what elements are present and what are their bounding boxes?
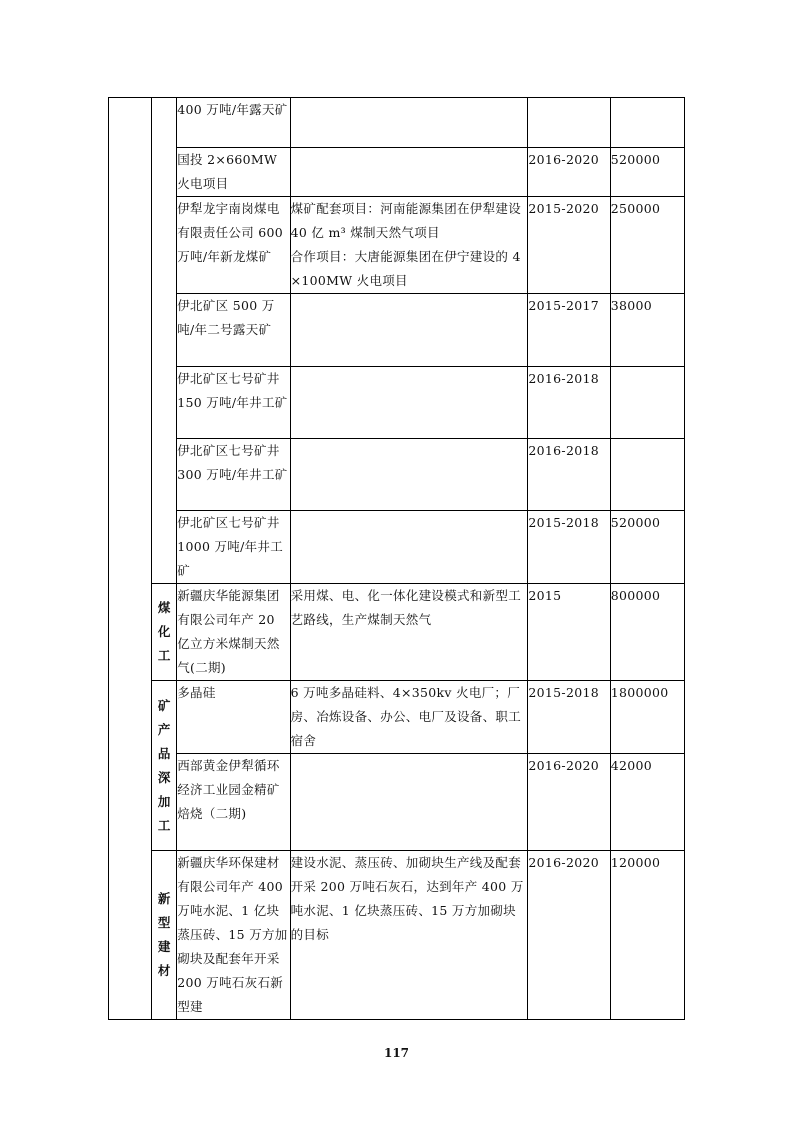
investment-amount xyxy=(610,367,684,439)
construction-period: 2015-2018 xyxy=(528,681,610,754)
outer-category-cell xyxy=(109,98,152,1020)
construction-period: 2015-2017 xyxy=(528,294,610,367)
table-row xyxy=(109,367,685,439)
investment-amount: 520000 xyxy=(610,511,684,584)
construction-period: 2015 xyxy=(528,584,610,681)
investment-amount: 38000 xyxy=(610,294,684,367)
content-line: 煤矿配套项目：河南能源集团在伊犁建设 40 亿 m³ 煤制天然气项目 xyxy=(290,201,522,240)
project-name: 伊北矿区 500 万吨/年二号露天矿 xyxy=(177,294,290,367)
project-name: 400 万吨/年露天矿 xyxy=(177,98,290,148)
category-coal-chemical: 煤化工 xyxy=(152,584,177,681)
project-name: 新疆庆华环保建材有限公司年产 400 万吨水泥、1 亿块蒸压砖、15 万方加砌块及配套年开采 200 万吨石灰石新型建 xyxy=(177,851,290,1020)
project-name: 国投 2×660MW 火电项目 xyxy=(177,148,290,197)
table-row xyxy=(109,148,685,197)
sub-category-cell xyxy=(152,98,177,584)
investment-amount: 250000 xyxy=(610,197,684,294)
project-name: 伊北矿区七号矿井 300 万吨/年井工矿 xyxy=(177,439,290,511)
construction-content xyxy=(290,98,528,148)
category-building-materials: 新型建材 xyxy=(152,851,177,1020)
construction-period: 2016-2020 xyxy=(528,851,610,1020)
construction-period: 2016-2018 xyxy=(528,439,610,511)
project-name: 多晶硅 xyxy=(177,681,290,754)
investment-amount: 42000 xyxy=(610,754,684,851)
content-line: 合作项目：大唐能源集团在伊宁建设的 4×100MW 火电项目 xyxy=(290,249,521,288)
construction-content xyxy=(290,197,528,294)
table-row xyxy=(109,584,685,681)
table-row xyxy=(109,98,685,148)
construction-period: 2015-2018 xyxy=(528,511,610,584)
project-name: 伊北矿区七号矿井 150 万吨/年井工矿 xyxy=(177,367,290,439)
investment-amount: 1800000 xyxy=(610,681,684,754)
construction-content: 6 万吨多晶硅料、4×350kv 火电厂；厂房、冶炼设备、办公、电厂及设备、职工宿舍 xyxy=(290,681,528,754)
table-row xyxy=(109,439,685,511)
construction-content: 建设水泥、蒸压砖、加砌块生产线及配套开采 200 万吨石灰石，达到年产 400 万吨水泥、1 亿块蒸压砖、15 万方加砌块的目标 xyxy=(290,851,528,1020)
investment-amount: 120000 xyxy=(610,851,684,1020)
investment-amount xyxy=(610,98,684,148)
construction-content xyxy=(290,367,528,439)
investment-amount: 520000 xyxy=(610,148,684,197)
table-row xyxy=(109,851,685,1020)
table-row xyxy=(109,511,685,584)
construction-period: 2016-2020 xyxy=(528,148,610,197)
construction-period xyxy=(528,98,610,148)
construction-period: 2015-2020 xyxy=(528,197,610,294)
table-row xyxy=(109,294,685,367)
table-row xyxy=(109,197,685,294)
construction-content xyxy=(290,148,528,197)
construction-content: 采用煤、电、化一体化建设模式和新型工艺路线，生产煤制天然气 xyxy=(290,584,528,681)
investment-amount: 800000 xyxy=(610,584,684,681)
construction-content xyxy=(290,294,528,367)
project-name: 西部黄金伊犁循环经济工业园金精矿焙烧（二期) xyxy=(177,754,290,851)
construction-period: 2016-2020 xyxy=(528,754,610,851)
construction-content xyxy=(290,754,528,851)
construction-content xyxy=(290,439,528,511)
category-mineral-processing: 矿产品深加工 xyxy=(152,681,177,851)
investment-amount xyxy=(610,439,684,511)
page-number: 117 xyxy=(383,1046,410,1060)
table-row xyxy=(109,681,685,754)
project-name: 伊北矿区七号矿井 1000 万吨/年井工矿 xyxy=(177,511,290,584)
project-name: 新疆庆华能源集团有限公司年产 20 亿立方米煤制天然气(二期) xyxy=(177,584,290,681)
construction-content xyxy=(290,511,528,584)
construction-period: 2016-2018 xyxy=(528,367,610,439)
project-name: 伊犁龙宇南岗煤电有限责任公司 600 万吨/年新龙煤矿 xyxy=(177,197,290,294)
table-row xyxy=(109,754,685,851)
project-table xyxy=(108,97,685,1020)
